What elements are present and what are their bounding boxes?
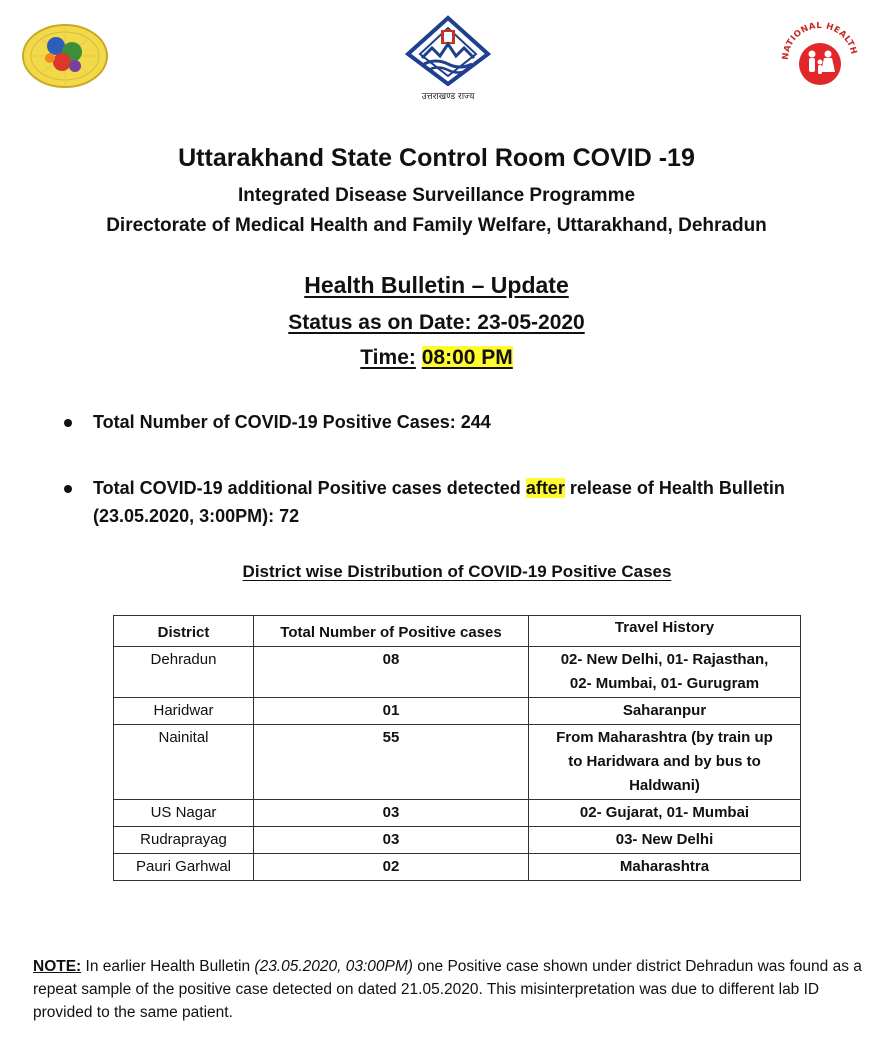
programme-subtitle: Integrated Disease Surveillance Programme xyxy=(237,185,636,206)
cell-district: Pauri Garhwal xyxy=(114,854,254,881)
cell-total-cases: 03 xyxy=(254,800,529,827)
page-title: Uttarakhand State Control Room COVID -19 xyxy=(178,144,695,172)
center-logo-caption: उत्तराखण्ड राज्य xyxy=(421,92,475,102)
table-row xyxy=(114,854,801,881)
table-row xyxy=(114,800,801,827)
table-row xyxy=(114,827,801,854)
note-text-italic: (23.05.2020, 03:00PM) xyxy=(254,958,413,975)
total-cases-text: Total Number of COVID-19 Positive Cases: 244 xyxy=(93,412,491,432)
state-health-emblem-icon xyxy=(20,22,110,90)
note-text-1: In earlier Health Bulletin xyxy=(85,958,251,975)
travel-history-line: to Haridwara and by bus to xyxy=(568,753,761,770)
cell-travel-history xyxy=(529,647,801,698)
cell-district: Rudraprayag xyxy=(114,827,254,854)
note-text-2: one Positive case shown under district Dehradun was found as a repeat sample of the positive case detected on dated 21.05.2020. This misinterpretation was due to different lab ID provided to the same patient. xyxy=(33,958,862,1021)
header-total-cases: Total Number of Positive cases xyxy=(254,616,529,647)
additional-cases-highlight: after xyxy=(525,478,565,498)
footnote xyxy=(33,955,865,1024)
cell-district: Haridwar xyxy=(114,698,254,725)
cell-travel-history xyxy=(529,698,801,725)
bulletin-heading xyxy=(0,272,873,299)
cell-total-cases: 55 xyxy=(254,725,529,800)
table-row xyxy=(114,647,801,698)
travel-history-line: Saharanpur xyxy=(622,702,707,719)
additional-cases-text-1: Total COVID-19 additional Positive cases detected xyxy=(93,478,521,498)
table-row xyxy=(114,698,801,725)
cell-district: Nainital xyxy=(114,725,254,800)
directorate-subtitle: Directorate of Medical Health and Family Welfare, Uttarakhand, Dehradun xyxy=(106,215,767,236)
additional-cases-bullet xyxy=(60,474,850,530)
travel-history-line: Haldwani) xyxy=(629,777,700,794)
cell-total-cases: 02 xyxy=(254,854,529,881)
cell-district: Dehradun xyxy=(114,647,254,698)
travel-history-line: 02- New Delhi, 01- Rajasthan, xyxy=(560,651,769,668)
cell-district: US Nagar xyxy=(114,800,254,827)
cell-travel-history xyxy=(529,827,801,854)
bulletin-time-label: Time: xyxy=(360,346,416,369)
bulletin-time-value: 08:00 PM xyxy=(421,346,513,369)
header-district: District xyxy=(114,616,254,647)
total-cases-bullet xyxy=(60,408,850,436)
table-header-row xyxy=(114,616,801,647)
table-body xyxy=(114,647,801,881)
bulletin-heading-text: Health Bulletin – Update xyxy=(304,272,569,298)
uttarakhand-state-emblem-icon xyxy=(404,14,492,102)
additional-cases-text-2: release of Health Bulletin (23.05.2020, 3:00PM): 72 xyxy=(93,478,785,526)
bulletin-status-text: Status as on Date: 23-05-2020 xyxy=(288,311,585,334)
district-distribution-table xyxy=(113,615,801,881)
note-label: NOTE: xyxy=(33,958,82,975)
travel-history-line: From Maharashtra (by train up xyxy=(556,729,773,746)
cell-travel-history xyxy=(529,854,801,881)
travel-history-line: Maharashtra xyxy=(619,858,710,875)
bulletin-status xyxy=(0,311,873,335)
travel-history-line: 03- New Delhi xyxy=(615,831,714,848)
cell-total-cases: 03 xyxy=(254,827,529,854)
travel-history-line: 02- Gujarat, 01- Mumbai xyxy=(579,804,750,821)
cell-total-cases: 08 xyxy=(254,647,529,698)
svg-text:NATIONAL HEALTH MISSION: NATIONAL HEALTH xyxy=(780,20,859,61)
cell-travel-history xyxy=(529,800,801,827)
travel-history-line: 02- Mumbai, 01- Gurugram xyxy=(569,675,760,692)
national-health-mission-logo-icon xyxy=(778,18,862,102)
district-table-title: District wise Distribution of COVID-19 Positive Cases xyxy=(242,562,672,581)
cell-travel-history xyxy=(529,725,801,800)
header-travel-history: Travel History xyxy=(529,616,801,647)
cell-total-cases: 01 xyxy=(254,698,529,725)
bulletin-time xyxy=(0,346,873,370)
table-row xyxy=(114,725,801,800)
